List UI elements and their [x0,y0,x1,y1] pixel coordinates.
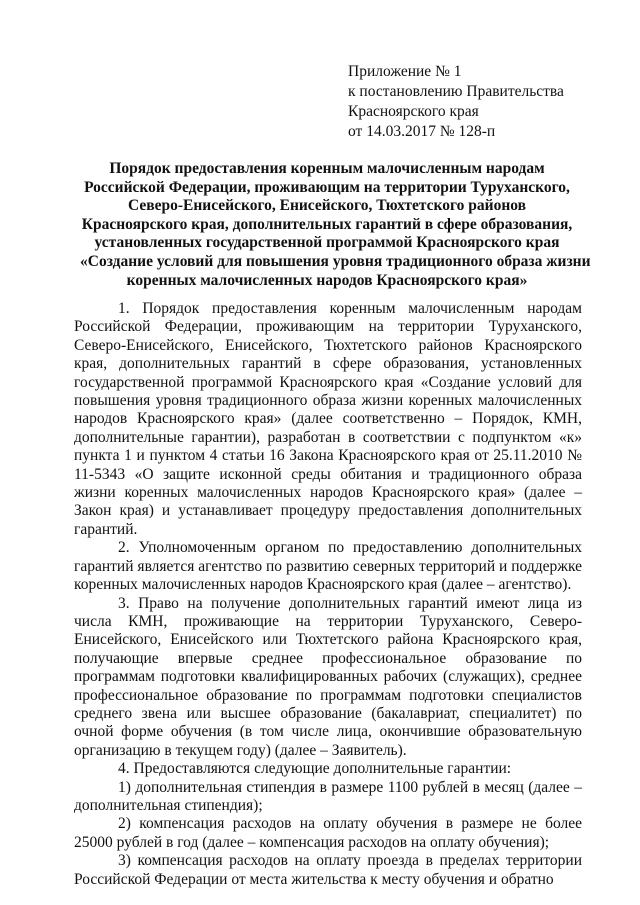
appendix-resolution: к постановлению Правительства [348,83,564,100]
appendix-header [348,62,564,142]
document-title [80,160,591,290]
title-line: Российской Федерации, проживающим на территории Туруханского, [84,178,570,196]
title-line: «Создание условий для повышения уровня традиционного образа жизни [80,252,591,270]
list-item-2: 2) компенсация расходов на оплату обучения в размере не более 25000 рублей в год (далее – компенсация расходов на оплату обучения); [74,815,582,851]
title-line: установленных государственной программой Красноярского края [94,234,560,252]
list-item-1: 1) дополнительная стипендия в размере 1100 рублей в месяц (далее – дополнительная стипендия); [74,778,582,814]
title-line: Порядок предоставления коренным малочисленным народам [109,160,545,177]
appendix-date: от 14.03.2017 № 128-п [348,123,496,140]
paragraph-4: 4. Предоставляются следующие дополнительные гарантии: [118,760,512,778]
appendix-region: Красноярского края [348,103,479,120]
paragraph-3: 3. Право на получение дополнительных гарантий имеют лица из числа КМН, проживающие на территории Туруханского, Северо-Енисейского, Енисейского или Тюхтетского района Красноярского края, получающие впервые среднее профессиональное образование по программам подготовки квалифицированных рабочих (служащих), среднее профессиональное образование по программам подготовки специалистов среднего звена или высшее образование (бакалавриат, специалитет) по очной форме обучения (в том числе лица, окончившие образовательную организацию в текущем году) (далее – Заявитель). [74,594,582,759]
paragraph-1: 1. Порядок предоставления коренным малочисленным народам Российской Федерации, проживающим на территории Туруханского, Северо-Енисейского, Енисейского, Тюхтетского районов Красноярского края, дополнительных гарантий в сфере образования, установленных государственной программой Красноярского края «Создание условий для повышения уровня традиционного образа жизни коренных малочисленных народов Красноярского края» (далее соответственно – Порядок, КМН, дополнительные гарантии), разработан в соответствии с подпунктом «к» пункта 1 и пунктом 4 статьи 16 Закона Красноярского края от 25.11.2010 № 11-5343 «О защите исконной среды обитания и традиционного образа жизни коренных малочисленных народов Красноярского края» (далее – Закон края) и устанавливает процедуру предоставления дополнительных гарантий. [74,300,582,538]
appendix-number: Приложение № 1 [348,63,462,80]
paragraph-2: 2. Уполномоченным органом по предоставлению дополнительных гарантий является агентство по развитию северных территорий и поддержке коренных малочисленных народов Красноярского края (далее – агентство). [74,539,582,594]
title-line: коренных малочисленных народов Красноярского края» [126,271,528,289]
document-body [74,300,582,889]
title-line: Красноярского края, дополнительных гарантий в сфере образования, [81,215,573,233]
list-item-3: 3) компенсация расходов на оплату проезда в пределах территории Российской Федерации от места жительства к месту обучения и обратно [74,852,582,888]
title-line: Северо-Енисейского, Енисейского, Тюхтетского районов [127,197,527,215]
